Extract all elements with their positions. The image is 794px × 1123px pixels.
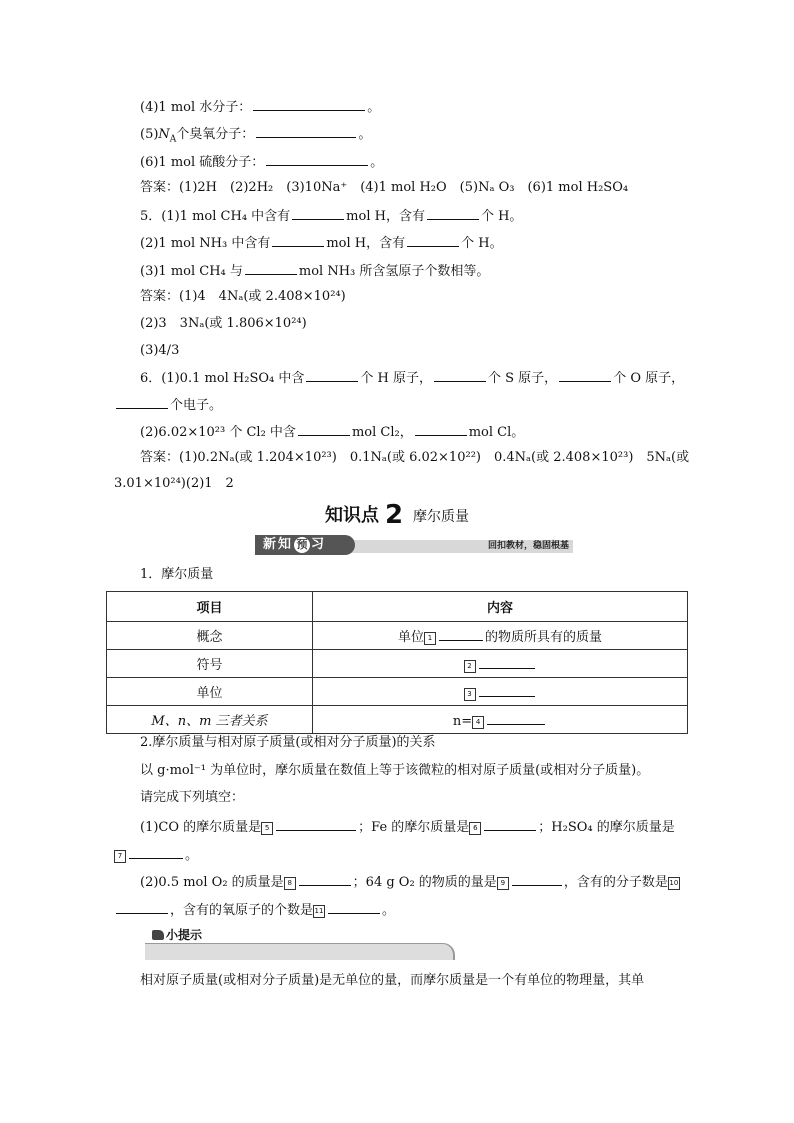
question-6-1 <box>140 368 684 388</box>
banner-text: 习 <box>311 537 327 552</box>
cell-text: 的物质所具有的质量 <box>485 630 603 645</box>
answer-blank[interactable] <box>512 872 562 886</box>
banner-label <box>255 535 355 555</box>
answer-5-1: 答案：(1)4 4Nₐ(或 2.408×10²⁴) <box>140 289 346 304</box>
table-row <box>107 706 688 734</box>
question-6-2 <box>140 422 524 442</box>
answer-blank[interactable] <box>276 817 356 831</box>
answer-5-2: (2)3 3Nₐ(或 1.806×10²⁴) <box>140 316 307 331</box>
answer-blank[interactable] <box>328 900 380 914</box>
text: ；H₂SO₄ 的摩尔质量是 <box>538 820 675 835</box>
table-header-row <box>107 592 688 622</box>
table-header: 项目 <box>107 592 313 622</box>
answer-blank[interactable] <box>272 233 324 247</box>
subhead-relation: 2.摩尔质量与相对原子质量(或相对分子质量)的关系 <box>140 735 436 750</box>
answer-blank[interactable] <box>434 368 486 382</box>
answer-blank[interactable] <box>479 655 535 669</box>
text: (2)6.02×10²³ 个 Cl₂ 中含 <box>140 425 296 440</box>
text: mol Cl。 <box>468 425 525 440</box>
banner-text: 新知 <box>263 537 294 552</box>
tip-text: 相对原子质量(或相对分子质量)是无单位的量，而摩尔质量是一个有单位的物理量，其单 <box>140 973 645 988</box>
text: 个 H。 <box>461 236 503 251</box>
table-header: 内容 <box>313 592 688 622</box>
table-cell-label: 单位 <box>107 678 313 706</box>
tip-bar <box>145 943 455 960</box>
answer-blank[interactable] <box>299 872 351 886</box>
answer-blank[interactable] <box>415 422 467 436</box>
question-5-1 <box>140 206 522 226</box>
blank-number-box: 5 <box>261 822 273 835</box>
answer-blank[interactable] <box>116 395 168 409</box>
answer-5-3: (3)4/3 <box>140 343 180 358</box>
question-4-4: (4)1 mol 水分子： 。 <box>140 97 380 117</box>
answer-blank[interactable] <box>559 368 611 382</box>
answer-blank[interactable] <box>306 368 358 382</box>
tip-label: 小提示 <box>166 928 203 942</box>
subhead-molar-mass: 1．摩尔质量 <box>140 567 214 582</box>
blank-number-box: 6 <box>469 822 481 835</box>
text: (4)1 mol 水分子： <box>140 100 252 115</box>
section-prefix: 知识点 <box>324 505 379 526</box>
answer-blank[interactable] <box>487 711 545 725</box>
answer-blank[interactable] <box>439 627 483 641</box>
section-number: 2 <box>384 500 404 530</box>
text: mol NH₃ 所含氢原子个数相等。 <box>298 264 490 279</box>
text: mol H，含有 <box>346 209 425 224</box>
question-5-3 <box>140 261 489 281</box>
text: ，含有的氧原子的个数是 <box>170 903 314 918</box>
question-6-1-cont <box>114 395 222 415</box>
question-5-2 <box>140 233 503 253</box>
table-row <box>107 678 688 706</box>
blank-number-box: 3 <box>464 688 476 701</box>
table-cell-label: 符号 <box>107 650 313 678</box>
text: (3)1 mol CH₄ 与 <box>140 264 243 279</box>
answer-6-b: 3.01×10²⁴)(2)1 2 <box>114 476 234 491</box>
answer-blank[interactable] <box>427 206 479 220</box>
answer-blank[interactable] <box>292 206 344 220</box>
banner-slogan: 回扣教材，稳固根基 <box>487 541 569 551</box>
text: mol Cl₂， <box>351 425 413 440</box>
section-name: 摩尔质量 <box>413 509 470 525</box>
question-4-5: $(5)N_A$个臭氧分子： 。 <box>140 124 371 149</box>
text: mol H，含有 <box>326 236 406 251</box>
cell-text: 单位 <box>397 630 424 645</box>
thumbs-up-icon <box>152 930 164 940</box>
text: ；64 g O₂ 的物质的量是 <box>352 875 497 890</box>
paragraph-relation: 以 g·mol⁻¹ 为单位时，摩尔质量在数值上等于该微粒的相对原子质量(或相对分子质量)。 <box>140 763 650 778</box>
table-cell-content <box>313 622 688 650</box>
answer-blank[interactable] <box>266 152 368 166</box>
answer-blank[interactable] <box>484 817 536 831</box>
blank-number-box: 2 <box>464 660 476 673</box>
answer-blank[interactable] <box>256 124 356 138</box>
answer-blank[interactable] <box>129 845 183 859</box>
table-cell-content <box>313 678 688 706</box>
banner-badge: 预 <box>294 537 310 553</box>
answer-blank[interactable] <box>253 97 365 111</box>
table-row <box>107 650 688 678</box>
blank-number-box: 11 <box>313 905 325 918</box>
text: ；Fe 的摩尔质量是 <box>358 820 470 835</box>
table-row <box>107 622 688 650</box>
answer-4: 答案：(1)2H (2)2H₂ (3)10Na⁺ (4)1 mol H₂O (5)Nₐ O₃ (6)1 mol H₂SO₄ <box>140 180 629 195</box>
text: 5．(1)1 mol CH₄ 中含有 <box>140 209 291 224</box>
fill-question-2 <box>140 872 681 892</box>
text: 个电子。 <box>170 398 223 413</box>
table-cell-content <box>313 650 688 678</box>
text: 。 <box>185 848 199 863</box>
text: 个 S 原子， <box>488 371 558 386</box>
table-cell-label: M、n、m 三者关系 <box>107 706 313 734</box>
text: 个 O 原子， <box>613 371 685 386</box>
answer-blank[interactable] <box>407 233 459 247</box>
table-cell-content <box>313 706 688 734</box>
text: (5) <box>140 127 159 142</box>
cell-text: n= <box>452 713 473 729</box>
text: (1)CO 的摩尔质量是 <box>140 820 262 835</box>
text: ，含有的分子数是 <box>563 875 668 890</box>
blank-number-box: 8 <box>284 877 296 890</box>
blank-number-box: 4 <box>472 716 484 729</box>
blank-number-box: 7 <box>114 850 126 863</box>
blank-number-box: 1 <box>424 632 436 645</box>
text: 个臭氧分子： <box>176 127 255 142</box>
fill-question-1-cont <box>114 845 198 865</box>
tip-heading <box>152 926 202 943</box>
text: 6．(1)0.1 mol H₂SO₄ 中含 <box>140 371 305 386</box>
answer-blank[interactable] <box>245 261 297 275</box>
table-cell-label: 概念 <box>107 622 313 650</box>
text: (2)0.5 mol O₂ 的质量是 <box>140 875 284 890</box>
text: 个 H 原子， <box>360 371 433 386</box>
blank-number-box: 10 <box>668 877 680 890</box>
fill-question-1 <box>140 817 675 837</box>
text: 。 <box>382 903 396 918</box>
molar-mass-table <box>106 591 688 734</box>
section-title <box>0 500 794 530</box>
answer-blank[interactable] <box>116 900 168 914</box>
text: 个 H。 <box>480 209 523 224</box>
answer-blank[interactable] <box>298 422 350 436</box>
answer-6-a: 答案：(1)0.2Nₐ(或 1.204×10²³) 0.1Nₐ(或 6.02×10²²) 0.4Nₐ(或 2.408×10²³) 5Nₐ(或 <box>140 450 690 465</box>
answer-blank[interactable] <box>479 683 535 697</box>
blank-number-box: 9 <box>497 877 509 890</box>
paragraph-instruction: 请完成下列填空： <box>140 790 245 805</box>
text: (6)1 mol 硫酸分子： <box>140 155 265 170</box>
fill-question-2-cont <box>114 900 395 920</box>
text: (2)1 mol NH₃ 中含有 <box>140 236 271 251</box>
question-4-6: (6)1 mol 硫酸分子： 。 <box>140 152 383 172</box>
preview-banner <box>255 535 573 555</box>
